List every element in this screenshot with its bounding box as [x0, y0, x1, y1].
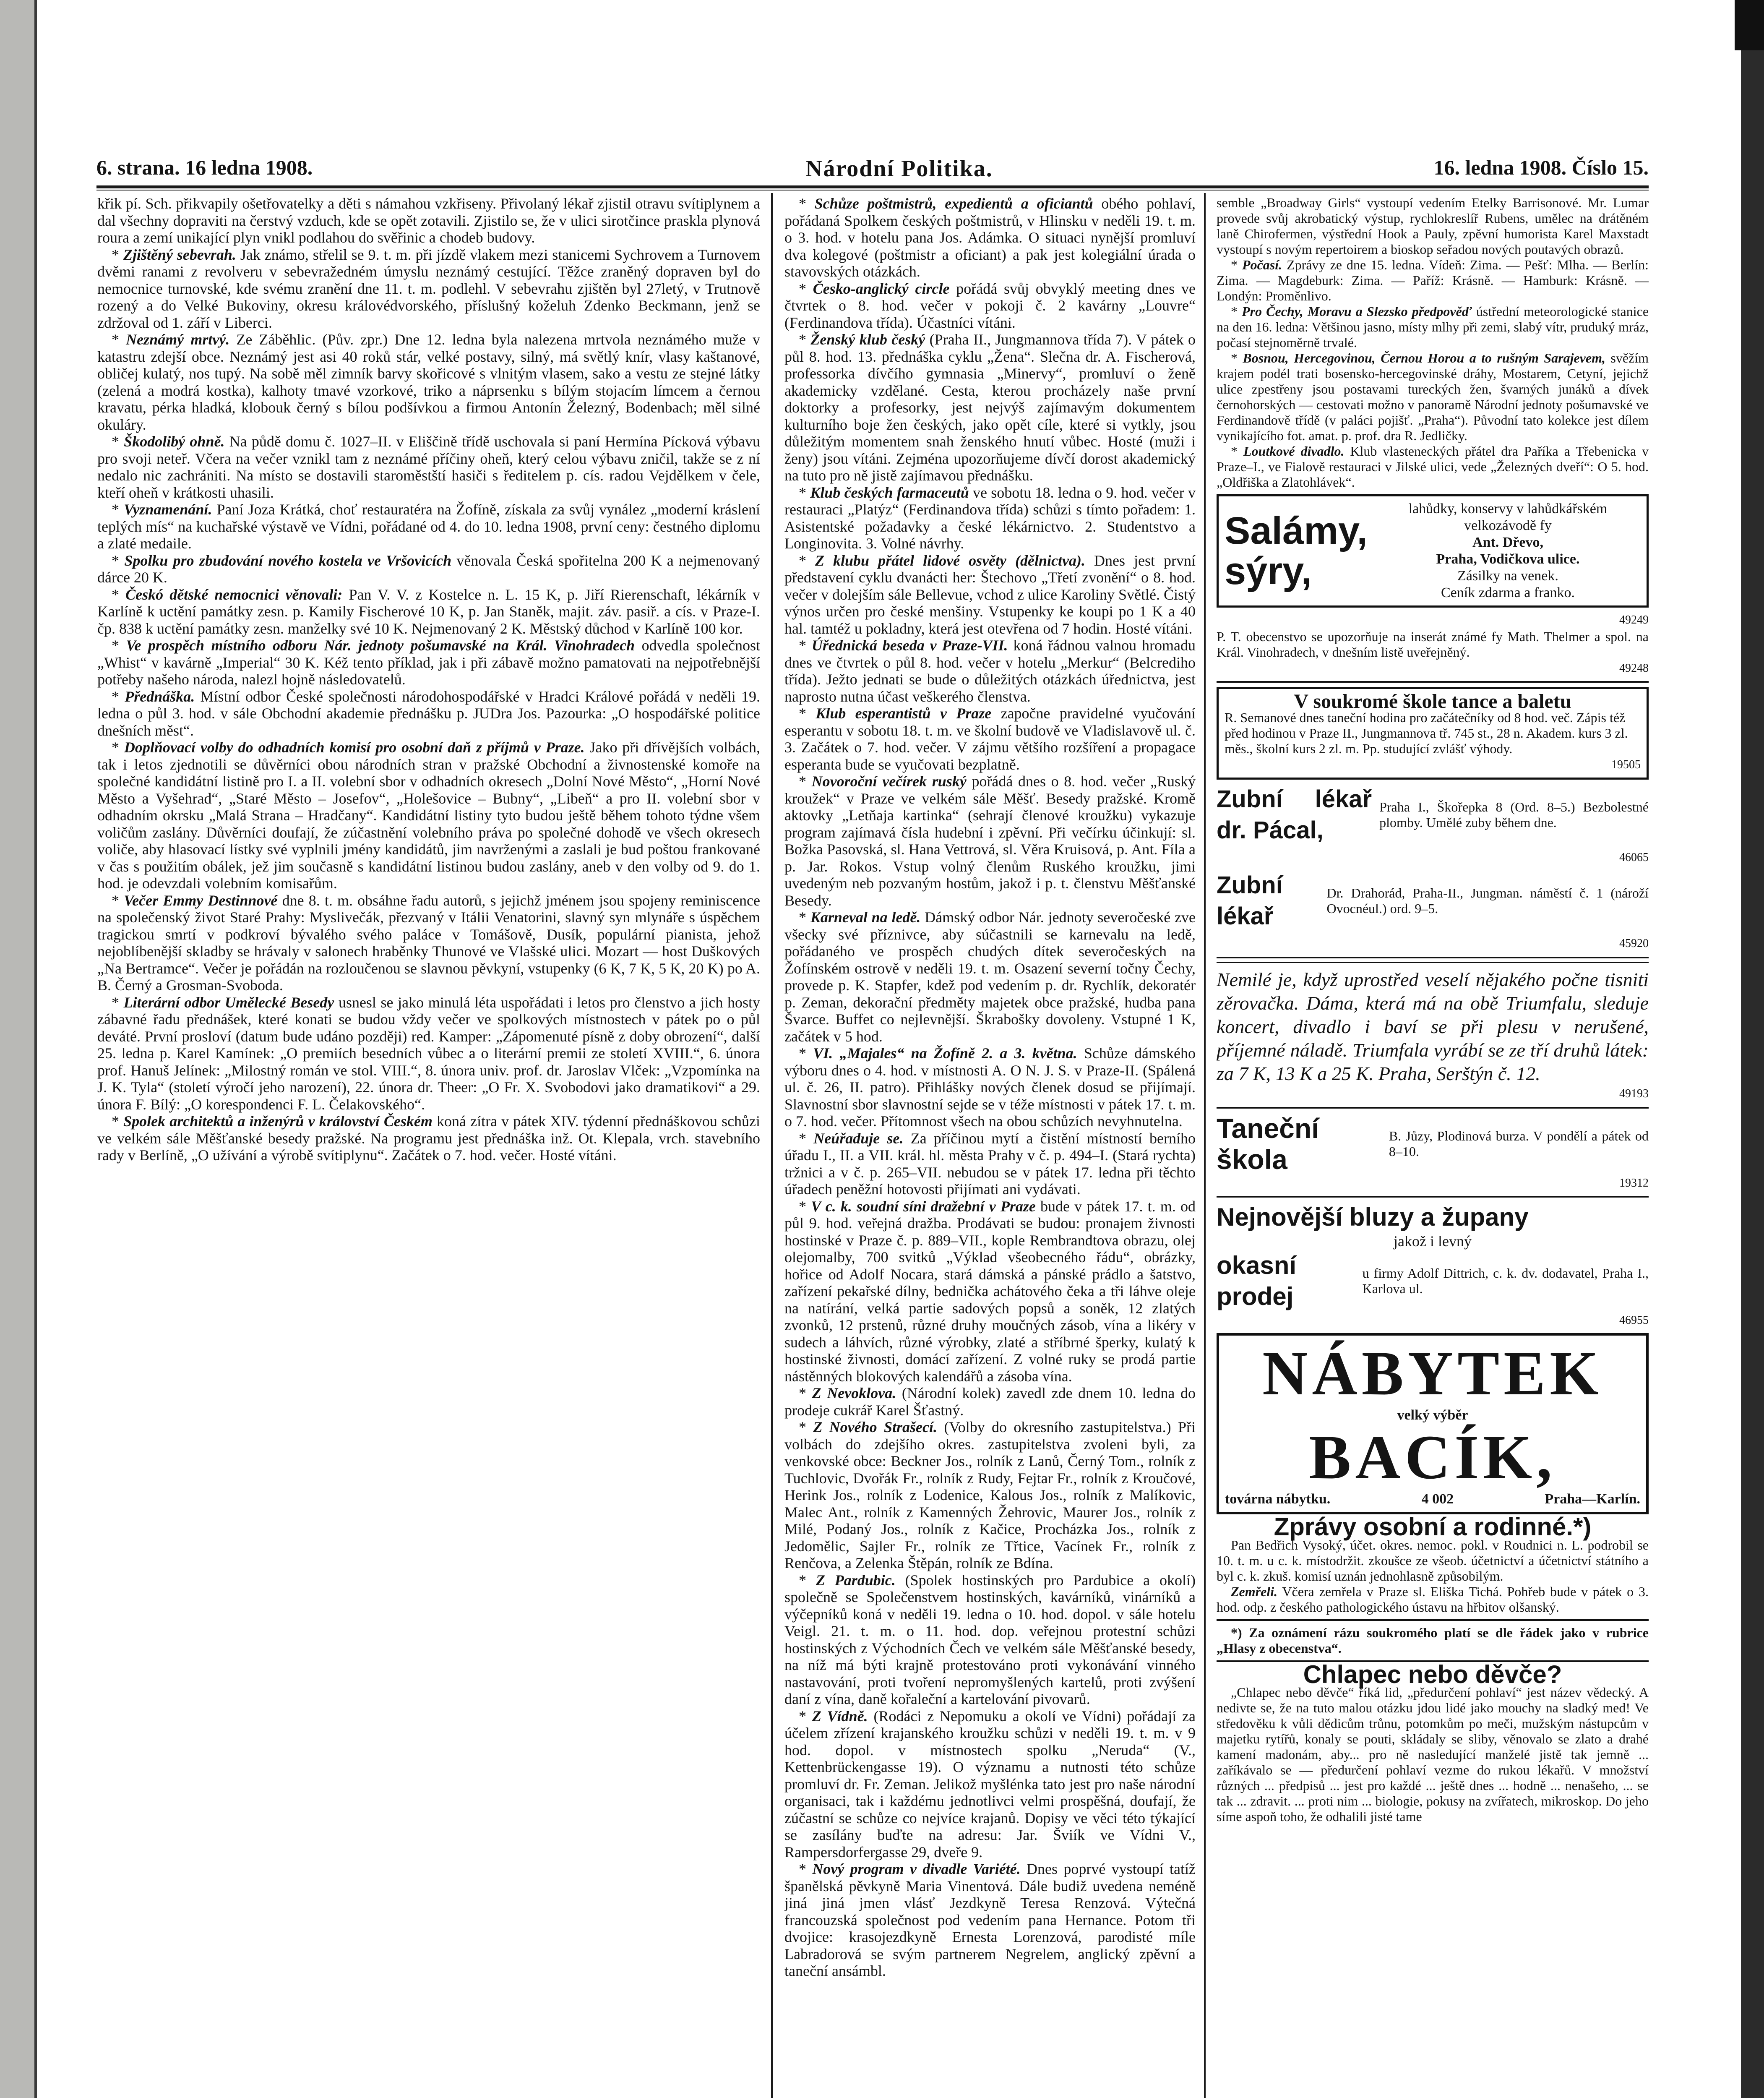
article-paragraph: * Ženský klub český (Praha II., Jungmannova třída 7). V pátek o půl 8. hod. 13. přednáška cyklu „Žena“. Slečna dr. A. Fischerová, professorka dívčího gymnasia „Minervy“, promluví o ženě akademicky vzdělané. Cesta, kterou procházely naše první doktorky a profesorky, jest nejvýš zajímavým dokumentem kulturního boje žen českých, jako opět cíle, které si vytkly, jsou důležitým momentem snah ženského hnutí vůbec. Hosté (muži i ženy) jsou vítáni. Zejména upozorňujeme dívčí dorost akademický na tuto pro ně jistě zajímavou přednášku.: [784, 331, 1196, 484]
footnote: *) Za oznámení rázu soukromého platí se dle řádek jako v rubrice „Hlasy z obecenstva“.: [1217, 1625, 1649, 1656]
advert-dentist-pacal: [1217, 784, 1649, 846]
article-lead: Škodolibý ohně.: [124, 433, 225, 450]
article-paragraph: * Klub esperantistů v Praze započne pravidelné vyučování esperantu v sobotu 18. t. m. ve školní budově ve Vladislavově ul. č. 3. Začátek o 7. hod. večer. V zájmu většího rozšíření a propagace esperanta bude se vyučovati bezplatně.: [784, 705, 1196, 773]
column-2: [784, 195, 1196, 2098]
article-paragraph: * Neznámý mrtvý. Ze Záběhlic. (Pův. zpr.) Dne 12. ledna byla nalezena mrtvola neznámého muže v katastru zdejší obce. Neznámý jest asi 40 roků stár, velké postavy, silný, má světlý knír, vlasy kaštanové, obličej kulatý, nos tupý. Na sobě měl zimník barvy skořicové s vlnitým vlasem, sako a vestu ze stejné látky (zelená a modrá kostka), kalhoty tmavé vzorkové, triko a náprsenku s bílým stojacím límcem a černou kravatu, pérka hladká, klobouk černý s bílou podšívkou a firmou Antonín Železný, Bodenbach; měl silné okuláry.: [97, 331, 760, 433]
article-paragraph: * Česko-anglický circle pořádá svůj obvyklý meeting dnes ve čtvrtek o 8. hod. večer v pokoji č. 2 kavárny „Louvre“ (Ferdinandova třída). Účastníci vítáni.: [784, 280, 1196, 331]
article-paragraph: [1217, 1584, 1649, 1615]
article-paragraph: * Pro Čechy, Moravu a Slezsko předpověď ústřední meteorologické stanice na den 16. ledna: Většinou jasno, místy mlhy při zemi, slabý vítr, pruduký mráz, počasí stejnoměrně trvalé.: [1217, 304, 1649, 350]
article-paragraph: * VI. „Majales“ na Žofíně 2. a 3. května. Schůze dámského výboru dnes o 4. hod. v místnosti A. O N. J. S. v Praze-II. (Spálená ul. č. 26, II. patro). Přihlášky nových členek dosud se přijímají. Slavnostní sbor slavnostní sejde se v téže místnosti v pátek 17. t. m. o 7. hod. večer. Přítomnost všech na obou schůzích nevyhnutelna.: [784, 1045, 1196, 1130]
article-lead: Z Vídně.: [812, 1707, 868, 1725]
article-paragraph: * Klub českých farmaceutů ve sobotu 18. ledna o 9. hod. večer v restauraci „Platýz“ (Ferdinandova třída) schůzi s tímto pořadem: 1. Asistentské požadavky a české lékárnictvo. 2. Studentstvo a Longinovita. 3. Volné návrhy.: [784, 484, 1196, 552]
advert-number: 49248: [1619, 661, 1649, 675]
article-paragraph: * Vyznamenání. Paní Joza Krátká, choť restauratéra na Žofíně, získala za svůj vynález „moderní kráslení teplých mís“ na kuchařské výstavě ve Vídni, pořádané od 4. do 10. ledna 1908, první ceny: čestného diplomu a zlaté medaile.: [97, 501, 760, 552]
section-heading: Zprávy osobní a rodinné.*): [1274, 1513, 1592, 1541]
advert-title: okasní prodej: [1217, 1251, 1297, 1310]
article-paragraph: * Z klubu přátel lidové osvěty (dělnictva). Dnes jest první představení cyklu dvanácti her: Štechovo „Třetí zvonění“ o 8. hod. večer v dolejším sále Bellevue, vchod z ulice Karoliny Světlé. Čistý výnos určen pro české menšiny. Vstupenky ke koupi po 1 K a 40 hal. tamtéž u pokladny, která jest otevřena od 7 hodin. Hosté vítáni.: [784, 552, 1196, 637]
article-text: koná zítra v pátek XIV. týdenní přednáškovou schůzi ve velkém sále Měšťanské besedy pražské. Na programu jest přednáška inž. Ot. Klepala, vrch. stavebního rady v Berlíně, „O užívání a výrobě svítiplynu“. Začátek o 7. hod. večer. Hosté vítáni.: [97, 1113, 760, 1164]
divider: [1217, 1107, 1649, 1109]
advert-title: NÁBYTEK: [1262, 1339, 1603, 1408]
article-text: Dámský odbor Nár. jednoty severočeské zve všecky své příznivce, aby súčastnili se karnevalu na ledě, pořádaného ve prospěch chudých dítek severočeských na Žofínském ostrově v neděli 19. t. m. Osazení severní točny Čechy, provede p. K. Stapfer, kdež pod vedením p. dr. Rychlík, dekoratér p. Zeman, dekorační předměty majetek obce pražské, hudba pana Švarce. Buffet co nejlevnější. Škrabošky dovoleny. Vstupné 1 K, začátek v 5 hod.: [784, 909, 1196, 1045]
article-lead: Z Nevoklova.: [812, 1385, 896, 1401]
advert-number: 49193: [1619, 1087, 1649, 1100]
advert-title: BACÍK,: [1309, 1422, 1556, 1492]
article-text: Ze Záběhlic. (Pův. zpr.) Dne 12. ledna byla nalezena mrtvola neznámého muže v katastru zdejší obce. Neznámý jest asi 40 roků stár, velké postavy, silný, má světlý knír, vlasy kaštanové, obličej kulatý, nos tupý. Na sobě měl zimník barvy skořicové s vlnitým vlasem, sako a vestu ze stejné látky (zelená a modrá kostka), kalhoty tmavé vzorkové, triko a náprsenku s bílým stojacím límcem a černou kravatu, pérka hladká, klobouk černý s bílou podšívkou a firmou Antonín Železný, Bodenbach; měl silné okuláry.: [97, 331, 760, 433]
advert-dentist-drahorad: [1217, 870, 1649, 932]
article-paragraph: * Spolku pro zbudování nového kostela ve Vršovicích věnovala Česká spořitelna 200 K a nejmenovaný dárce 20 K.: [97, 552, 760, 586]
article-text: (Spolek hostinských pro Pardubice a okolí) společně se Společenstvem hostinských, kavárníků, vinárníků a výčepníků koná v neděli 19. ledna o 10. hod. dopol. v sále hotelu Veigl. 21. t. m. o 11. hod. dop. veřejnou protestní schůzi hostinských z Východních Čech ve velkém sále Měšťanské besedy, na níž má býti krajně protestováno proti vykonávání vinného nastavování, proti tvoření nepromyšlených kartelů, proti zvýšení daní z vína, daně kořaleční a kartelování pivovarů.: [784, 1571, 1196, 1707]
article-lead: Zjištěný sebevrah.: [123, 246, 236, 263]
article-lead: Karneval na ledě.: [810, 909, 921, 926]
article-lead: Úřednická beseda v Praze-VII.: [811, 637, 1008, 654]
article-paragraph: * Večer Emmy Destinnové dne 8. t. m. obsáhne řadu autorů, s jejichž jménem jsou spojeny reminiscence na společenský život Staré Prahy: Myslivečák, přezvaný v Itálii Venatorini, slavný syn mlynáře s úspěchem tragickou smrtí v podkroví bývalého svého paláce v Tomášově, Dusík, populární pianista, jehož nejoblíbenější skladby se hrávaly v salonech hraběnky Thunové ve Vlašské ulici. Mozart — host Duškových „Na Bertramce“. Večer je pořádán na rozloučenou se slavnou pěvkyní, vstupenky (6 K, 7 K, 5 K, 20 K) po A. B. Černý a Grosman-Svoboda.: [97, 892, 760, 994]
advert-footer: [1225, 1491, 1640, 1508]
article-lead: VI. „Majales“ na Žofíně 2. a 3. května.: [813, 1045, 1077, 1062]
article-paragraph: * Ve prospěch místního odboru Nár. jednoty pošumavské na Král. Vinohradech odvedla společnost „Whist“ v kavárně „Imperial“ 30 K. Kéž tento příklad, jak i při zábavě možno pamatovati na nejpotřebnější potřeby našeho národa, nalezl hojně následovatelů.: [97, 637, 760, 688]
article-lead: Česko-anglický circle: [813, 280, 950, 297]
article-lead: Doplňovací volby do odhadních komisí pro osobní daň z příjmů v Praze.: [124, 739, 585, 756]
article-lead: Přednáška.: [125, 688, 195, 705]
article-text: Schůze dámského výboru dnes o 4. hod. v místnosti A. O N. J. S. v Praze-II. (Spálená ul. č. 26, II. patro). Přihlášky nových členek dosud se přijímají. Slavnostní sbor slavnostní sejde se v téže místnosti v pátek 17. t. m. o 7. hod. večer. Přítomnost všech na obou schůzích nevyhnutelna.: [784, 1045, 1196, 1130]
advert-notice: P. T. obecenstvo se upozorňuje na inserát známé fy Math. Thelmer a spol. na Král. Vinohradech, v dnešním listě uveřejněný.: [1217, 629, 1649, 660]
article-text: svěžím krajem podél trati bosensko-hercegovinské dráhy, Mostarem, Cetyní, jejichž ulice zpestřeny jsou postavami tureckých žen, švarných junáků a dívek černohorských — cestovati možno v panoramě Národní jednoty pošumavské ve Ferdinandově třídě (v paláci pojišť. „Praha“). Původní tato kolekce jest dílem vynikajícího fot. amat. p. prof. dra R. Jedličky.: [1217, 350, 1649, 443]
masthead-title: Národní Politika.: [805, 156, 993, 182]
advert-line: jakož i levný: [1394, 1233, 1472, 1250]
article-paragraph: „Chlapec nebo děvče“ říká lid, „předurčení pohlaví“ jest název vědecký. A nedivte se, že na tuto malou otázku jdou lidé jako mouchy na sladký med! Ve středověku k vůli dědicům trůnu, potomkům po meči, mužským nástupcům v majetku rytířů, konaly se pouti, skládaly se sliby, věnovalo se zlato a drahé kamení madonám, aby... pro ně nasledující manželé jistě tak jemně ... zaříkávalo se — předurčení pohlaví vezme do rukou lékařů. V množství různých ... předpisů ... jest pro každé ... ještě dnes ... hodně ... nenašeho, ... se tak ... zdravit. ... proti nim ... biologie, pokusy na zvířatech, mikroskop. Do jeho síme aspoň toho, že odhalili jisté tame: [1217, 1685, 1649, 1824]
article-text: bude v pátek 17. t. m. od půl 9. hod. veřejná dražba. Prodávati se budou: pronajem živnosti hostinské v Praze č. p. 889–VII., kople Rembrandtova obrazu, olej olejomalby, 700 svitků „Výklad všeobecného řádu“, obrázky, hořice od Adolf Nocara, stará dámská a pánské prádlo a šatstvo, zařízení pekařské dílny, bednička achátového čeka a tři láhve oleje na natírání, velká partie sadových popsů a soněk, 12 zlatých zvonků, 12 prstenů, různé druhy moučných zásob, vína a likéry v sudech a láhvích, různé výrobky, zlaté a stříbrné šperky, kulatý k hostinské živnosti, domácí zařízení. Z volné ruky se prodá partie nástěnných blokových kalendářů a zásoba vína.: [784, 1198, 1196, 1385]
article-paragraph: * Novoroční večírek ruský pořádá dnes o 8. hod. večer „Ruský kroužek“ v Praze ve velkém sále Měšť. Besedy pražské. Kromě aktovky „Letňaja kartinka“ (sehrají členové kroužku) vykazuje program zajímavá čísla hudební i zpěvní. Při večírku účinkují: sl. Božka Pasovská, sl. Hana Vettrová, sl. Věra Kruisová, p. Ant. Fíla a p. Jar. Rokos. Vstup volný členům Ruského kroužku, jimi uvedeným neb pozvaným hostům, jakož i p. t. členstvu Měšťanské Besedy.: [784, 773, 1196, 909]
article-text: věnovala Česká spořitelna 200 K a nejmenovaný dárce 20 K.: [97, 552, 760, 586]
article-lead: Pro Čechy, Moravu a Slezsko předpověď: [1242, 304, 1472, 319]
article-paragraph: semble „Broadway Girls“ vystoupí vedením Etelky Barrisonové. Mr. Lumar provede svůj akrobatický výstup, rychlokreslíř Rubens, umělec na drátěném laně Chirofermen, výstřední Hook a Pauly, zpěvní humorista Karel Maxstadt vystoupí s novým repertoirem a bioskop seřadou nových poutavých obrazů.: [1217, 195, 1649, 257]
ornamental-divider: [1217, 957, 1649, 963]
advert-title: Zubní lékař: [1217, 871, 1283, 930]
article-paragraph: * Literární odbor Umělecké Besedy usnesl se jako minulá léta uspořádati i letos pro členstvo a jich hosty zábavné řadu přednášek, které konati se budou vždy večer ve spolkových místnostech v pátek po o půl deváté. První prosloví (datum bude udáno později) red. Kamper: „Zápomenuté písně z doby obrození“, další 25. ledna p. Karel Kamínek: „O premiích besedních vůbec a o literární premii ze století XVIII.“, 6. února prof. Hanuš Jelínek: „Milostný román ve stol. VIII.“, 8. února univ. prof. dr. Jaroslav Vlček: „Vzpomínka na J. K. Tyla“ (století výročí jeho narození), 22. února dr. Theer: „O Fr. X. Svobodovi jako dramatikovi“ a 29. února F. Bílý: „O korespondenci F. L. Čelakovského“.: [97, 994, 760, 1113]
article-text: pořádá dnes o 8. hod. večer „Ruský kroužek“ v Praze ve velkém sále Měšť. Besedy pražské. Kromě aktovky „Letňaja kartinka“ (sehrají členové kroužku) vykazuje program zajímavá čísla hudební i zpěvní. Při večírku účinkují: sl. Božka Pasovská, sl. Hana Vettrová, sl. Věra Kruisová, p. Ant. Fíla a p. Jar. Rokos. Vstup volný členům Ruského kroužku, jimi uvedeným neb pozvaným hostům, jakož i p. t. členstvu Měšťanské Besedy.: [784, 773, 1196, 909]
article-text: obého pohlaví, pořádaná Spolkem českých poštmistrů, v Hlinsku v neděli 19. t. m. o 3. hod. v hotelu pana Jos. Adámka. O situaci nynější promluví dva kolegové (poštmistr a oficiant) a pak jest kolegiální úrada o stavovských otázkách.: [784, 195, 1196, 280]
article-lead: Z Nového Strašecí.: [813, 1419, 937, 1435]
article-text: Dnes jest první představení cyklu dvanácti her: Štechovo „Třetí zvonění“ o 8. hod. večer v dolejším sále Bellevue, vchod z ulice Karoliny Světlé. Čistý výnos určen pro české menšiny. Vstupenky ke koupi po 1 K a 40 hal. tamtéž u pokladny, která jest otevřena od 7 hodin. Hosté vítáni.: [784, 552, 1196, 637]
article-paragraph: * Přednáška. Místní odbor České společnosti národohospodářské v Hradci Králové pořádá v neděli 19. ledna o půl 3. hod. v sále Obchodní akademie přednášku p. JUDra Jos. Pazourka: „O hospodářské politice dnešních měst“.: [97, 688, 760, 739]
article-lead: Českó dětské nemocnici věnovali:: [125, 586, 343, 603]
article-text: dne 8. t. m. obsáhne řadu autorů, s jejichž jménem jsou spojeny reminiscence na společenský život Staré Prahy: Myslivečák, přezvaný v Itálii Venatorini, slavný syn mlynáře s úspěchem tragickou smrtí v podkroví bývalého svého paláce v Tomášově, Dusík, populární pianista, jehož nejoblíbenější skladby se hrávaly v salonech hraběnky Thunové ve Vlašské ulici. Mozart — host Duškových „Na Bertramce“. Večer je pořádán na rozloučenou se slavnou pěvkyní, vstupenky (6 K, 7 K, 5 K, 20 K) po A. B. Černý a Grosman-Svoboda.: [97, 892, 760, 994]
article-text: (Rodáci z Nepomuku a okolí ve Vídni) pořádají za účelem zřízení krajanského kroužku schůzi v neděli 19. t. m. v 9 hod. dopol. v místnostech spolku „Neruda“ (V., Kettenbrückengasse 19). O významu a nutnosti této schůze promluví dr. Fr. Zeman. Jelikož myšlénka tato jest pro naše národní organisaci, tak i každému jednotlivci velmi prospěšná, doufají, že zúčastní se schůze co nejvíce krajanů. Dopisy ve věci této týkající se zasílány buďte na adresu: Jar. Šviík ve Vídni V., Rampersdorfergasse 29, dveře 9.: [784, 1707, 1196, 1861]
article-paragraph: * Z Vídně. (Rodáci z Nepomuku a okolí ve Vídni) pořádají za účelem zřízení krajanského kroužku schůzi v neděli 19. t. m. v 9 hod. dopol. v místnostech spolku „Neruda“ (V., Kettenbrückengasse 19). O významu a nutnosti této schůze promluví dr. Fr. Zeman. Jelikož myšlénka tato jest pro naše národní organisaci, tak i každému jednotlivci velmi prospěšná, doufají, že zúčastní se schůze co nejvíce krajanů. Dopisy ve věci této týkající se zasílány buďte na adresu: Jar. Šviík ve Vídni V., Rampersdorfergasse 29, dveře 9.: [784, 1707, 1196, 1861]
article-paragraph: * Spolek architektů a inženýrů v království Českém koná zítra v pátek XIV. týdenní přednáškovou schůzi ve velkém sále Měšťanské besedy pražské. Na programu jest přednáška inž. Ot. Klepala, vrch. stavebního rady v Berlíně, „O užívání a výrobě svítiplynu“. Začátek o 7. hod. večer. Hosté vítáni.: [97, 1113, 760, 1164]
advert-row: [1217, 1250, 1649, 1312]
advert-dance-school: [1217, 687, 1649, 780]
article-paragraph: Pan Bedřich Vysoký, účet. okres. nemoc. pokl. v Roudnici n. L. podrobil se 10. t. m. u c. k. místodržit. zkoušce ze všeob. účetnictví a účetnictví státního a byl c. k. zkuš. komisí uznán jednohlasně způsobilým.: [1217, 1537, 1649, 1584]
article-lead: V c. k. soudní síni dražební v Praze: [811, 1198, 1036, 1215]
article-paragraph: * Z Pardubic. (Spolek hostinských pro Pardubice a okolí) společně se Společenstvem hostinských, kavárníků, vinárníků a výčepníků koná v neděli 19. ledna o 10. hod. dopol. v sále hotelu Veigl. 21. t. m. o 11. hod. dop. veřejnou protestní schůzi hostinských z Východních Čech ve velkém sále Měšťanské besedy, na níž má býti krajně protestováno proti vykonávání vinného nastavování, proti tvoření nepromyšlených kartelů, proti zvýšení daní z vína, daně kořaleční a kartelování pivovarů.: [784, 1571, 1196, 1707]
advert-row: [1225, 501, 1641, 601]
header-rule: [96, 185, 1649, 188]
advert-number: 19312: [1619, 1176, 1649, 1190]
advert-number: 45920: [1619, 937, 1649, 950]
advert-line: lahůdky, konservy v lahůdkářském velkozávodě fy: [1408, 501, 1608, 533]
article-paragraph: * Z Nevoklova. (Národní kolek) zavedl zde dnem 10. ledna do prodeje cukrář Karel Šťastný.: [784, 1385, 1196, 1419]
article-paragraph: * Škodolibý ohně. Na půdě domu č. 1027–II. v Eliščině třídě uschovala si paní Hermína Pícková výbavu pro svoji neteř. Včera na večer vznikl tam z neznámé příčiny oheň, který celou výbavu zničil, takže se z ní nedalo nic zachrániti. Na místo se dostavili staroměstští hasiči s ředitelem p. cís. radou Vejdělkem v čele, kteří oheň v krátkosti uhasili.: [97, 433, 760, 501]
article-lead: Neznámý mrtvý.: [126, 331, 230, 348]
advert-line: Ceník zdarma a franko.: [1441, 585, 1575, 600]
article-lead: Bosnou, Hercegovinou, Černou Horou a to rušným Sarajevem,: [1243, 350, 1605, 365]
advert-body: Dr. Drahorád, Praha-II., Jungman. náměstí č. 1 (nároží Ovocnéul.) ord. 9–5.: [1326, 885, 1649, 916]
advert-line: Ant. Dřevo,: [1472, 535, 1543, 550]
advert-number: 19505: [1611, 758, 1641, 771]
article-lead: Ženský klub český: [810, 331, 925, 348]
advert-line: Praha, Vodičkova ulice.: [1436, 551, 1580, 567]
article-text: Na půdě domu č. 1027–II. v Eliščině třídě uschovala si paní Hermína Pícková výbavu pro svoji neteř. Včera na večer vznikl tam z neznámé příčiny oheň, který celou výbavu zničil, takže se z ní nedalo nic zachrániti. Na místo se dostavili staroměstští hasiči s ředitelem p. cís. radou Vejdělkem v čele, kteří oheň v krátkosti uhasili.: [97, 433, 760, 501]
article-paragraph: * Úřednická beseda v Praze-VII. koná řádnou valnou hromadu dnes ve čtvrtek o půl 8. hod. večer v hotelu „Merkur“ (Belcrediho třída). Ježto jednati se bude o důležitých otázkách úřednictva, jest naprosto nutna účast veškerého členstva.: [784, 637, 1196, 705]
column-1: [97, 195, 760, 2098]
article-paragraph: * Karneval na ledě. Dámský odbor Nár. jednoty severočeské zve všecky své příznivce, aby súčastnili se karnevalu na ledě, pořádaného ve prospěch chudých dítek severočeských na Žofínském ostrově v neděli 19. t. m. Osazení severní točny Čechy, provede p. K. Stapfer, kdež pod vedením p. dr. Rychlík, dekoratér p. Zeman, dekorační předměty majetek obce pražské, hudba pana Švarce. Buffet co nejlevnější. Škrabošky dovoleny. Vstupné 1 K, začátek v 5 hod.: [784, 909, 1196, 1045]
divider: [1217, 1619, 1649, 1621]
advert-title: V soukromé škole tance a baletu: [1294, 690, 1571, 712]
scan-corner-mark: [1735, 0, 1764, 50]
article-text: (Národní kolek) zavedl zde dnem 10. ledna do prodeje cukrář Karel Šťastný.: [784, 1385, 1196, 1419]
article-lead: Ve prospěch místního odboru Nár. jednoty pošumavské na Král. Vinohradech: [126, 637, 635, 654]
article-paragraph: * Neúřaduje se. Za příčinou mytí a čistění místností berního úřadu I., II. a VII. král. hl. města Prahy v č. p. 494–I. (Stará rychta) tržnici a v č. p. 265–VII. nebudou se v pátek 17. ledna při těchto úřadech peněžní hotovosti přijímati ani vydávati.: [784, 1130, 1196, 1198]
article-paragraph: * Českó dětské nemocnici věnovali: Pan V. V. z Kostelce n. L. 15 K, p. Jiří Rierenschaft, lékárník v Karlíně k uctění památky zesn. p. Kamily Fischerové 10 K, p. Jan Staněk, majit. záv. pasiř. a cís. v Praze-I. čp. 838 k uctění památky zesn. manželky své 10 K. Nejmenovaný 2 K. Městský důchod v Karlíně 100 kor.: [97, 586, 760, 637]
article-text: (Praha II., Jungmannova třída 7). V pátek o půl 8. hod. 13. přednáška cyklu „Žena“. Slečna dr. A. Fischerová, professorka dívčího gymnasia „Minervy“, promluví o ženě akademicky vzdělané. Cesta, kterou procházely naše první doktorky a profesorky, jest nejvýš zajímavým dokumentem kulturního boje žen českých, jako opět cíle, které si vytkly, jsou důležitým momentem snah ženského hnutí vůbec. Hosté (muži i ženy) jsou vítáni. Zejména upozorňujeme dívčí dorost akademický na tuto pro ně jistě zajímavou přednášku.: [784, 331, 1196, 484]
divider: [1217, 1196, 1649, 1198]
advert-number: 49249: [1619, 613, 1649, 626]
advert-body: Praha I., Škořepka 8 (Ord. 8–5.) Bezbolestné plomby. Umělé zuby během dne.: [1379, 799, 1649, 830]
section-heading: Chlapec nebo děvče?: [1303, 1660, 1562, 1688]
article-paragraph: * V c. k. soudní síni dražební v Praze bude v pátek 17. t. m. od půl 9. hod. veřejná dražba. Prodávati se budou: pronajem živnosti hostinské v Praze č. p. 889–VII., kople Rembrandtova obrazu, olej olejomalby, 700 svitků „Výklad všeobecného řádu“, obrázky, hořice od Adolf Nocara, stará dámská a pánské prádlo a šatstvo, zařízení pekařské dílny, bednička achátového čeka a tři láhve oleje na natírání, velká partie sadových popsů a soněk, 12 zlatých zvonků, 12 prstenů, různé druhy moučných zásob, vína a likéry v sudech a láhvích, různé výrobky, zlaté a stříbrné šperky, kulatý k hostinské živnosti, domácí zařízení. Z volné ruky se prodá partie nástěnných blokových kalendářů a zásoba vína.: [784, 1198, 1196, 1385]
advert-line: 4 002: [1421, 1491, 1454, 1507]
article-text: Paní Joza Krátká, choť restauratéra na Žofíně, získala za svůj vynález „moderní kráslení teplých mís“ na kuchařské výstavě ve Vídni, pořádané od 4. do 10. ledna 1908, první ceny: čestného diplomu a zlaté medaile.: [97, 501, 760, 552]
advert-line: továrna nábytku.: [1225, 1491, 1331, 1507]
advert-nabytek: [1217, 1333, 1649, 1514]
article-text: započne pravidelné vyučování esperantu v sobotu 18. t. m. ve školní budově ve Vladislavově ul. č. 3. Začátek o 7. hod. večer. V zájmu většího rozšíření a propagace esperanta bude se vyučovati bezplatně.: [784, 705, 1196, 773]
advert-title: Salámy,: [1225, 509, 1368, 552]
advert-title: Zubní lékař dr. Pácal,: [1217, 785, 1372, 844]
column-divider: [771, 193, 773, 2098]
article-text: (Volby do okresního zastupitelstva.) Při volbách do zdejšího okres. zastupitelstva zvoleni byli, za venkovské obce: Beckner Jos., rolník z Lanů, Černý Tom., rolník z Tuchlovic, Dvořák Fr., rolník z Rudy, Fejtar Fr., rolník z Kroučové, Herink Jos., rolník z Lodenice, Kalous Jos., rolník z Malíkovic, Malec Ant., rolník z Kamenných Žehrovic, Maurer Jos., rolník z Milé, Podaný Jos., rolník z Kačice, Procházka Jos., rolník z Jedomělic, Sajler Fr., rolník ze Třtice, Vacínek Fr., rolník z Renčova, a Zelenka Štěpán, rolník ze Bdína.: [784, 1419, 1196, 1571]
advert-salamy: [1217, 494, 1649, 608]
article-paragraph: * Loutkové divadlo. Klub vlasteneckých přátel dra Paříka a Třebenicka v Praze–I., ve Fialově restauraci v Jilské ulici, vede „Železných dveří“: O 5. hod. „Oldřiška a Zlatohlávek“.: [1217, 444, 1649, 490]
column-divider: [1204, 193, 1206, 2098]
article-text: ve sobotu 18. ledna o 9. hod. večer v restauraci „Platýz“ (Ferdinandova třída) schůzi s tímto pořadem: 1. Asistentské požadavky a české lékárnictvo. 2. Studentstvo a Longinovita. 3. Volné návrhy.: [784, 484, 1196, 552]
advert-body: u firmy Adolf Dittrich, c. k. dv. dodavatel, Praha I., Karlova ul.: [1362, 1265, 1649, 1296]
advert-body: B. Jůzy, Plodinová burza. V pondělí a pátek od 8–10.: [1389, 1128, 1649, 1159]
article-text: Jak známo, střelil se 9. t. m. při jízdě vlakem mezi stanicemi Sychrovem a Turnovem dvěmi ranami z revolveru v sebevražedném úmyslu neznámý cestující. Těžce zraněný dopraven byl do nemocnice turnovské, kde svému zranění dne 11. t. m. podlehl. V sebevrahu zjištěn byl 27letý, v Trutnově rozený a do Velké Bukoviny, okresu královédvorského, příslušný koželuh Zdenko Beckmann, jenž se zdržoval od 1. září v Liberci.: [97, 246, 760, 331]
header-page-date: 6. strana. 16 ledna 1908.: [96, 156, 313, 179]
article-paragraph: * Počasí. Zprávy ze dne 15. ledna. Vídeň: Zima. — Pešť: Mlha. — Berlín: Zima. — Magdeburk: Zima. — Paříž: Krásně. — Hamburk: Krásně. — Londýn: Proměnlivo.: [1217, 257, 1649, 303]
article-text: Jako při dřívějších volbách, tak i letos zjednotili se důvěrníci obou národních stran v pražské Obchodní a živnostenské komoře na společné kandidátní listině pro I. a II. volební sbor v odhadních okresech „Dolní Nové Město“, „Horní Nové Město a Vyšehrad“, „Staré Město – Josefov“, „Holešovice – Bubny“, „Libeň“ a pro II. volební sbor v odhadním okrsku „Malá Strana – Hradčany“. Kandidátní listiny tyto budou ještě během tohoto týdne všem voličům zaslány. Důvěrníci doufají, že zúčastnění volebního práva po společné dohodě ve všech okresech voliče, aby hlasovací lístky své vyplnili jmény kandidátů, jim navrženými a zaslali je bud poštou frankované v čas s použitím obálek, jež jim současně s kandidátní listinou budou zaslány, aneb v den volby od 9. do 1. hod. je odevzdali volebním komisařům.: [97, 739, 760, 892]
article-paragraph: * Bosnou, Hercegovinou, Černou Horou a to rušným Sarajevem, svěžím krajem podél trati bosensko-hercegovinské dráhy, Mostarem, Cetyní, jejichž ulice zpestřeny jsou postavami tureckých žen, švarných junáků a dívek černohorských — cestovati možno v panoramě Národní jednoty pošumavské ve Ferdinandově třídě (v paláci pojišť. „Praha“). Původní tato kolekce jest dílem vynikajícího fot. amat. p. prof. dra R. Jedličky.: [1217, 350, 1649, 443]
article-text: Zprávy ze dne 15. ledna. Vídeň: Zima. — Pešť: Mlha. — Berlín: Zima. — Magdeburk: Zima. — Paříž: Krásně. — Hamburk: Krásně. — Londýn: Proměnlivo.: [1217, 257, 1649, 303]
article-lead: Počasí.: [1242, 257, 1282, 272]
article-text: Pan V. V. z Kostelce n. L. 15 K, p. Jiří Rierenschaft, lékárník v Karlíně k uctění památky zesn. p. Kamily Fischerové 10 K, p. Jan Staněk, majit. záv. pasiř. a cís. v Praze-I. čp. 838 k uctění památky zesn. manželky své 10 K. Nejmenovaný 2 K. Městský důchod v Karlíně 100 kor.: [97, 586, 760, 637]
article-lead: Klub esperantistů v Praze: [816, 705, 992, 722]
article-lead: Spolku pro zbudování nového kostela ve Vršovicích: [124, 552, 452, 569]
article-paragraph: * Z Nového Strašecí. (Volby do okresního zastupitelstva.) Při volbách do zdejšího okres. zastupitelstva zvoleni byli, za venkovské obce: Beckner Jos., rolník z Lanů, Černý Tom., rolník z Tuchlovic, Dvořák Fr., rolník z Rudy, Fejtar Fr., rolník z Kroučové, Herink Jos., rolník z Lodenice, Kalous Jos., rolník z Malíkovic, Malec Ant., rolník z Kamenných Žehrovic, Maurer Jos., rolník z Milé, Podaný Jos., rolník z Kačice, Procházka Jos., rolník z Jedomělic, Sajler Fr., rolník ze Třtice, Vacínek Fr., rolník z Renčova, a Zelenka Štěpán, rolník ze Bdína.: [784, 1419, 1196, 1571]
advert-title: Nejnovější bluzy a župany: [1217, 1203, 1529, 1231]
scan-gutter: [0, 0, 34, 2098]
advert-body: [1375, 501, 1641, 601]
article-text: Dnes poprvé vystoupí tatíž španělská pěvkyně Maria Vinentová. Dále budiž uvedena neméně jiná jiná jmen vlásť Jezdkyně Teresa Renzová. Výtečná francouzská společnost pod vedením pana Hernance. Potom tři dvojice: krasojezdkyně Ernesta Lorenzová, parodisté míle Labradorová se svým partnerem Negrelem, anglický zpěvní a taneční ansámbl.: [784, 1861, 1196, 1979]
article-lead: Z klubu přátel lidové osvěty (dělnictva).: [815, 552, 1085, 569]
article-lead: Nový program v divadle Variété.: [812, 1861, 1021, 1877]
article-lead: Spolek architektů a inženýrů v království Českém: [123, 1113, 433, 1130]
article-lead: Klub českých farmaceutů: [810, 484, 969, 501]
article-lead: Vyznamenání.: [124, 501, 212, 518]
article-lead: Neúřaduje se.: [813, 1130, 904, 1147]
article-text: Klub vlasteneckých přátel dra Paříka a Třebenicka v Praze–I., ve Fialově restauraci v Jilské ulici, vede „Železných dveří“: O 5. hod. „Oldřiška a Zlatohlávek“.: [1217, 444, 1649, 490]
article-lead: Novoroční večírek ruský: [811, 773, 967, 790]
advert-line: Praha—Karlín.: [1545, 1491, 1640, 1507]
article-paragraph: * Doplňovací volby do odhadních komisí pro osobní daň z příjmů v Praze. Jako při dřívějších volbách, tak i letos zjednotili se důvěrníci obou národních stran v pražské Obchodní a živnostenské komoře na společné kandidátní listině pro I. a II. volební sbor v odhadních okresech „Dolní Nové Město“, „Horní Nové Město a Vyšehrad“, „Staré Město – Josefov“, „Holešovice – Bubny“, „Libeň“ a pro II. volební sbor v odhadním okrsku „Malá Strana – Hradčany“. Kandidátní listiny tyto budou ještě během tohoto týdne všem voličům zaslány. Důvěrníci doufají, že zúčastnění volebního práva po společné dohodě ve všech okresech voliče, aby hlasovací lístky své vyplnili jmény kandidátů, jim navrženými a zaslali je bud poštou frankované v čas s použitím obálek, jež jim současně s kandidátní listinou budou zaslány, aneb v den volby od 9. do 1. hod. je odevzdali volebním komisařům.: [97, 739, 760, 892]
article-lead: Schůze poštmistrů, expedientů a oficiantů: [814, 195, 1093, 212]
advert-bluzy: [1217, 1202, 1649, 1329]
scan-edge: [34, 0, 37, 2098]
advert-headline: [1225, 511, 1368, 591]
article-paragraph: * Nový program v divadle Variété. Dnes poprvé vystoupí tatíž španělská pěvkyně Maria Vinentová. Dále budiž uvedena neméně jiná jiná jmen vlásť Jezdkyně Teresa Renzová. Výtečná francouzská společnost pod vedením pana Hernance. Potom tři dvojice: krasojezdkyně Ernesta Lorenzová, parodisté míle Labradorová se svým partnerem Negrelem, anglický zpěvní a taneční ansámbl.: [784, 1861, 1196, 1979]
article-text: Včera zemřela v Praze sl. Eliška Tichá. Pohřeb bude v pátek o 3. hod. odp. z českého pathologického ústavu na hřbitov olšanský.: [1217, 1584, 1649, 1615]
article-lead: Loutkové divadlo.: [1243, 444, 1344, 459]
article-lead: Literární odbor Umělecké Besedy: [123, 994, 334, 1011]
article-text: Za příčinou mytí a čistění místností berního úřadu I., II. a VII. král. hl. města Prahy v č. p. 494–I. (Stará rychta) tržnici a v č. p. 265–VII. nebudou se v pátek 17. ledna při těchto úřadech peněžní hotovosti přijímati ani vydávati.: [784, 1130, 1196, 1198]
article-text: odvedla společnost „Whist“ v kavárně „Imperial“ 30 K. Kéž tento příklad, jak i při zábavě možno pamatovati na nejpotřebnější potřeby našeho národa, nalezl hojně následovatelů.: [97, 637, 760, 688]
advert-line: Zásilky na venek.: [1457, 568, 1558, 584]
column-3: [1217, 195, 1649, 2098]
header-issue-number: 16. ledna 1908. Číslo 15.: [1433, 156, 1649, 179]
divider: [1217, 681, 1649, 683]
article-lead: Zemřeli.: [1231, 1584, 1278, 1599]
article-text: usnesl se jako minulá léta uspořádati i letos pro členstvo a jich hosty zábavné řadu přednášek, které konati se budou vždy večer ve spolkových místnostech v pátek po o půl deváté. První prosloví (datum bude udáno později) red. Kamper: „Zápomenuté písně z doby obrození“, další 25. ledna p. Karel Kamínek: „O premiích besedních vůbec a o literární premii ze století XVIII.“, 6. února prof. Hanuš Jelínek: „Milostný román ve stol. VIII.“, 8. února univ. prof. dr. Jaroslav Vlček: „Vzpomínka na J. K. Tyla“ (století výročí jeho narození), 22. února dr. Theer: „O Fr. X. Svobodovi jako dramatikovi“ a 29. února F. Bílý: „O korespondenci F. L. Čelakovského“.: [97, 994, 760, 1113]
article-text: Místní odbor České společnosti národohospodářské v Hradci Králové pořádá v neděli 19. ledna o půl 3. hod. v sále Obchodní akademie přednášku p. JUDra Jos. Pazourka: „O hospodářské politice dnešních měst“.: [97, 688, 760, 739]
article-paragraph: * Schůze poštmistrů, expedientů a oficiantů obého pohlaví, pořádaná Spolkem českých poštmistrů, v Hlinsku v neděli 19. t. m. o 3. hod. v hotelu pana Jos. Adámka. O situaci nynější promluví dva kolegové (poštmistr a oficiant) a pak jest kolegiální úrada o stavovských otázkách.: [784, 195, 1196, 280]
article-lead: Večer Emmy Destinnové: [124, 892, 278, 909]
advert-taneční-škola: [1217, 1113, 1649, 1175]
advert-title: sýry,: [1225, 550, 1312, 592]
advert-number: 46065: [1619, 851, 1649, 864]
article-lead: Z Pardubic.: [816, 1571, 896, 1589]
scan-right-edge: [1741, 0, 1764, 2098]
advert-line: velký výběr: [1397, 1407, 1468, 1423]
advert-title: Taneční škola: [1217, 1112, 1319, 1175]
article-paragraph: * Zjištěný sebevrah. Jak známo, střelil se 9. t. m. při jízdě vlakem mezi stanicemi Sychrovem a Turnovem dvěmi ranami z revolveru v sebevražedném úmyslu neznámý cestující. Těžce zraněný dopraven byl do nemocnice turnovské, kde svému zranění dne 11. t. m. podlehl. V sebevrahu zjištěn byl 27letý, v Trutnově rozený a do Velké Bukoviny, okresu královédvorského, příslušný koželuh Zdenko Beckmann, jenž se zdržoval od 1. září v Liberci.: [97, 246, 760, 331]
advert-number: 46955: [1619, 1313, 1649, 1327]
advert-triumfala: Nemilé je, když uprostřed veselí nějakého počne tisniti zěrovačka. Dáma, která má na obě Triumfalu, sleduje koncert, divadlo i baví se při plesu v nerušené, příjemné náladě. Triumfala vyrábí se ze tří druhů látek: za 7 K, 13 K a 25 K. Praha, Serštýn č. 12.: [1217, 969, 1649, 1084]
article-paragraph: křik pí. Sch. přikvapily ošetřovatelky a děti s námahou vzkřiseny. Přivolaný lékař zjistil otravu svítiplynem a dal všechny dopraviti na čerstvý vzduch, kde se opět zotavili. Zjistilo se, že v ulici sirotčince praskla plynová roura a zemí unikající plyn vnikl podlahou do svěřinic a chodeb budovy.: [97, 195, 760, 246]
article-text: koná řádnou valnou hromadu dnes ve čtvrtek o půl 8. hod. večer v hotelu „Merkur“ (Belcrediho třída). Ježto jednati se bude o důležitých otázkách úřednictva, jest naprosto nutna účast veškerého členstva.: [784, 637, 1196, 705]
page-header: [96, 155, 1649, 185]
article-text: pořádá svůj obvyklý meeting dnes ve čtvrtek o 8. hod. večer v pokoji č. 2 kavárny „Louvre“ (Ferdinandova třída). Účastníci vítáni.: [784, 280, 1196, 331]
advert-body: R. Semanové dnes taneční hodina pro začátečníky od 8 hod. več. Zápis též před hodinou v Praze II., Jungmannova tř. 745 st., 28 n. Akadem. kurs 3 zl. měs., školní kurs 2 zl. m. Pp. studující zvlášť výhody.: [1225, 710, 1628, 756]
article-text: ústřední meteorologické stanice na den 16. ledna: Většinou jasno, místy mlhy při zemi, slabý vítr, pruduký mráz, počasí stejnoměrně trvalé.: [1217, 304, 1649, 350]
